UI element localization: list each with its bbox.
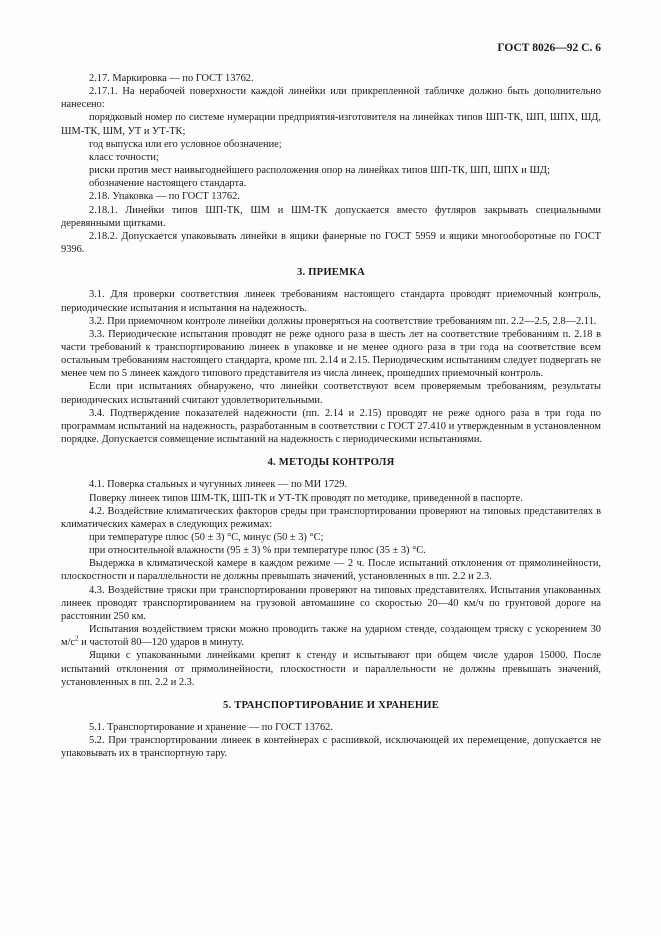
paragraph-text: обозначение настоящего стандарта. [89, 178, 247, 190]
paragraph [61, 734, 601, 760]
paragraph-text: 4.3. Воздействие тряски при транспортировании проверяют на типовых представителях. Испытания упакованных линеек проводят транспортированием на грузовой автомашине со скоростью 20—40 км/ч по грунтовой дороге на расстоянии 250 км. [61, 584, 601, 622]
paragraph [61, 380, 601, 406]
paragraph-text: год выпуска или его условное обозначение; [89, 138, 282, 150]
paragraph [61, 531, 601, 544]
paragraph-text: 4. МЕТОДЫ КОНТРОЛЯ [267, 457, 395, 469]
paragraph-text: 4.1. Поверка стальных и чугунных линеек — по МИ 1729. [89, 479, 348, 491]
paragraph [61, 407, 601, 446]
paragraph [61, 190, 601, 203]
paragraph-text: Поверку линеек типов ШМ-ТК, ШП-ТК и УТ-ТК проводят по методике, приведенной в паспорте. [89, 492, 523, 504]
paragraph-text: 2.17. Маркировка — по ГОСТ 13762. [89, 73, 254, 84]
paragraph [61, 164, 601, 177]
paragraph [61, 649, 601, 688]
paragraph [61, 177, 601, 190]
section-heading [61, 266, 601, 279]
superscript: 2 [75, 634, 79, 643]
paragraph-text: при относительной влажности (95 ± 3) % при температуре плюс (35 ± 3) °С. [89, 545, 426, 557]
page-header: ГОСТ 8026—92 С. 6 [497, 42, 601, 54]
paragraph-text: 5. ТРАНСПОРТИРОВАНИЕ И ХРАНЕНИЕ [223, 699, 439, 711]
paragraph-text: Если при испытаниях обнаружено, что линейки соответствуют всем проверяемым требованиям, результаты периодических испытаний считают удовлетворительными. [61, 381, 601, 406]
paragraph-text-tail: и частотой 80—120 ударов в минуту. [78, 637, 244, 649]
paragraph [61, 328, 601, 381]
paragraph-text: 2.18. Упаковка — по ГОСТ 13762. [89, 191, 240, 203]
paragraph [61, 505, 601, 531]
paragraph-text: 5.2. При транспортировании линеек в контейнерах с расшивкой, исключающей их перемещение, допускается не упаковывать их в транспортную тару. [61, 735, 601, 760]
paragraph [61, 72, 601, 85]
paragraph-text: 3.2. При приемочном контроле линейки должны проверяться на соответствие требованиям пп. 2.2—2.5, 2.8—2.11. [89, 315, 597, 327]
paragraph-text: 2.18.2. Допускается упаковывать линейки в ящики фанерные по ГОСТ 5959 и ящики многооборотные по ГОСТ 9396. [61, 230, 601, 256]
paragraph [61, 584, 601, 623]
paragraph [61, 204, 601, 230]
paragraph [61, 85, 601, 111]
paragraph-text: 4.2. Воздействие климатических факторов среды при транспортировании проверяют на типовых представителях в климатических камерах в следующих режимах: [61, 505, 601, 530]
paragraph-text: 2.17.1. На нерабочей поверхности каждой линейки или прикрепленной табличке должно быть дополнительно нанесено: [61, 86, 601, 111]
paragraph-text: при температуре плюс (50 ± 3) °С, минус (50 ± 3) °С; [89, 532, 324, 543]
paragraph [61, 288, 601, 314]
paragraph [61, 315, 601, 328]
paragraph [61, 557, 601, 583]
paragraph-text: 3.4. Подтверждение показателей надежности (пп. 2.14 и 2.15) проводят не реже одного раза в три года по программам испытаний на надежность, разработанным в соответствии с ГОСТ 27.410 и утвержденным в установленном порядке. Допускается совмещение испытаний на надежность с периодическими испытаниями. [61, 407, 601, 446]
document-body [61, 72, 601, 761]
paragraph [61, 623, 601, 649]
section-heading [61, 456, 601, 469]
paragraph-text: 3. ПРИЕМКА [297, 267, 365, 279]
paragraph-text: 3.3. Периодические испытания проводят не реже одного раза в шесть лет на соответствие требованиям п. 2.18 в части требований к транспортированию линеек в упаковке и не менее одного раза в три года на соответствие всем остальным требованиям настоящего стандарта, кроме пп. 2.14 и 2.15. Периодическим испытаниям следует подвергать не менее чем по 5 линеек каждого типового представителя из числа линеек, прошедших приемочный контроль. [61, 328, 601, 380]
paragraph-text: класс точности; [89, 151, 159, 163]
paragraph-text: Выдержка в климатической камере в каждом режиме — 2 ч. После испытаний отклонения от прямолинейности, плоскостности и параллельности не должны превышать значений, установленных в пп. 2.2 и 2.3. [61, 558, 601, 583]
paragraph-text: 3.1. Для проверки соответствия линеек требованиям настоящего стандарта проводят приемочный контроль, периодические испытания и испытания на надежность. [61, 289, 601, 314]
paragraph-text: риски против мест наивыгоднейшего расположения опор на линейках типов ШП-ТК, ШП, ШПХ и ШД; [89, 165, 550, 177]
paragraph [61, 151, 601, 164]
paragraph-text: порядковый номер по системе нумерации предприятия-изготовителя на линейках типов ШП-ТК, ШП, ШПХ, ШД, ШМ-ТК, ШМ, УТ и УТ-ТК; [61, 112, 601, 137]
paragraph-text: Испытания воздействием тряски можно проводить также на ударном стенде, создающем тряску с ускорением 30 м/с [61, 624, 601, 649]
section-heading [61, 699, 601, 712]
paragraph [61, 544, 601, 557]
paragraph [61, 111, 601, 137]
paragraph [61, 230, 601, 256]
paragraph-text: 2.18.1. Линейки типов ШП-ТК, ШМ и ШМ-ТК допускается вместо футляров закрывать специальными деревянными щитками. [61, 204, 601, 229]
paragraph [61, 721, 601, 734]
paragraph [61, 478, 601, 491]
paragraph [61, 492, 601, 505]
paragraph-text: Ящики с упакованными линейками крепят к стенду и испытывают при общем числе ударов 15000. После испытаний отклонения от прямолинейности, плоскостности и параллельности не должны превышать значений, установленных в пп. 2.2 и 2.3. [61, 650, 601, 688]
paragraph-text: 5.1. Транспортирование и хранение — по ГОСТ 13762. [89, 722, 333, 734]
paragraph [61, 138, 601, 151]
